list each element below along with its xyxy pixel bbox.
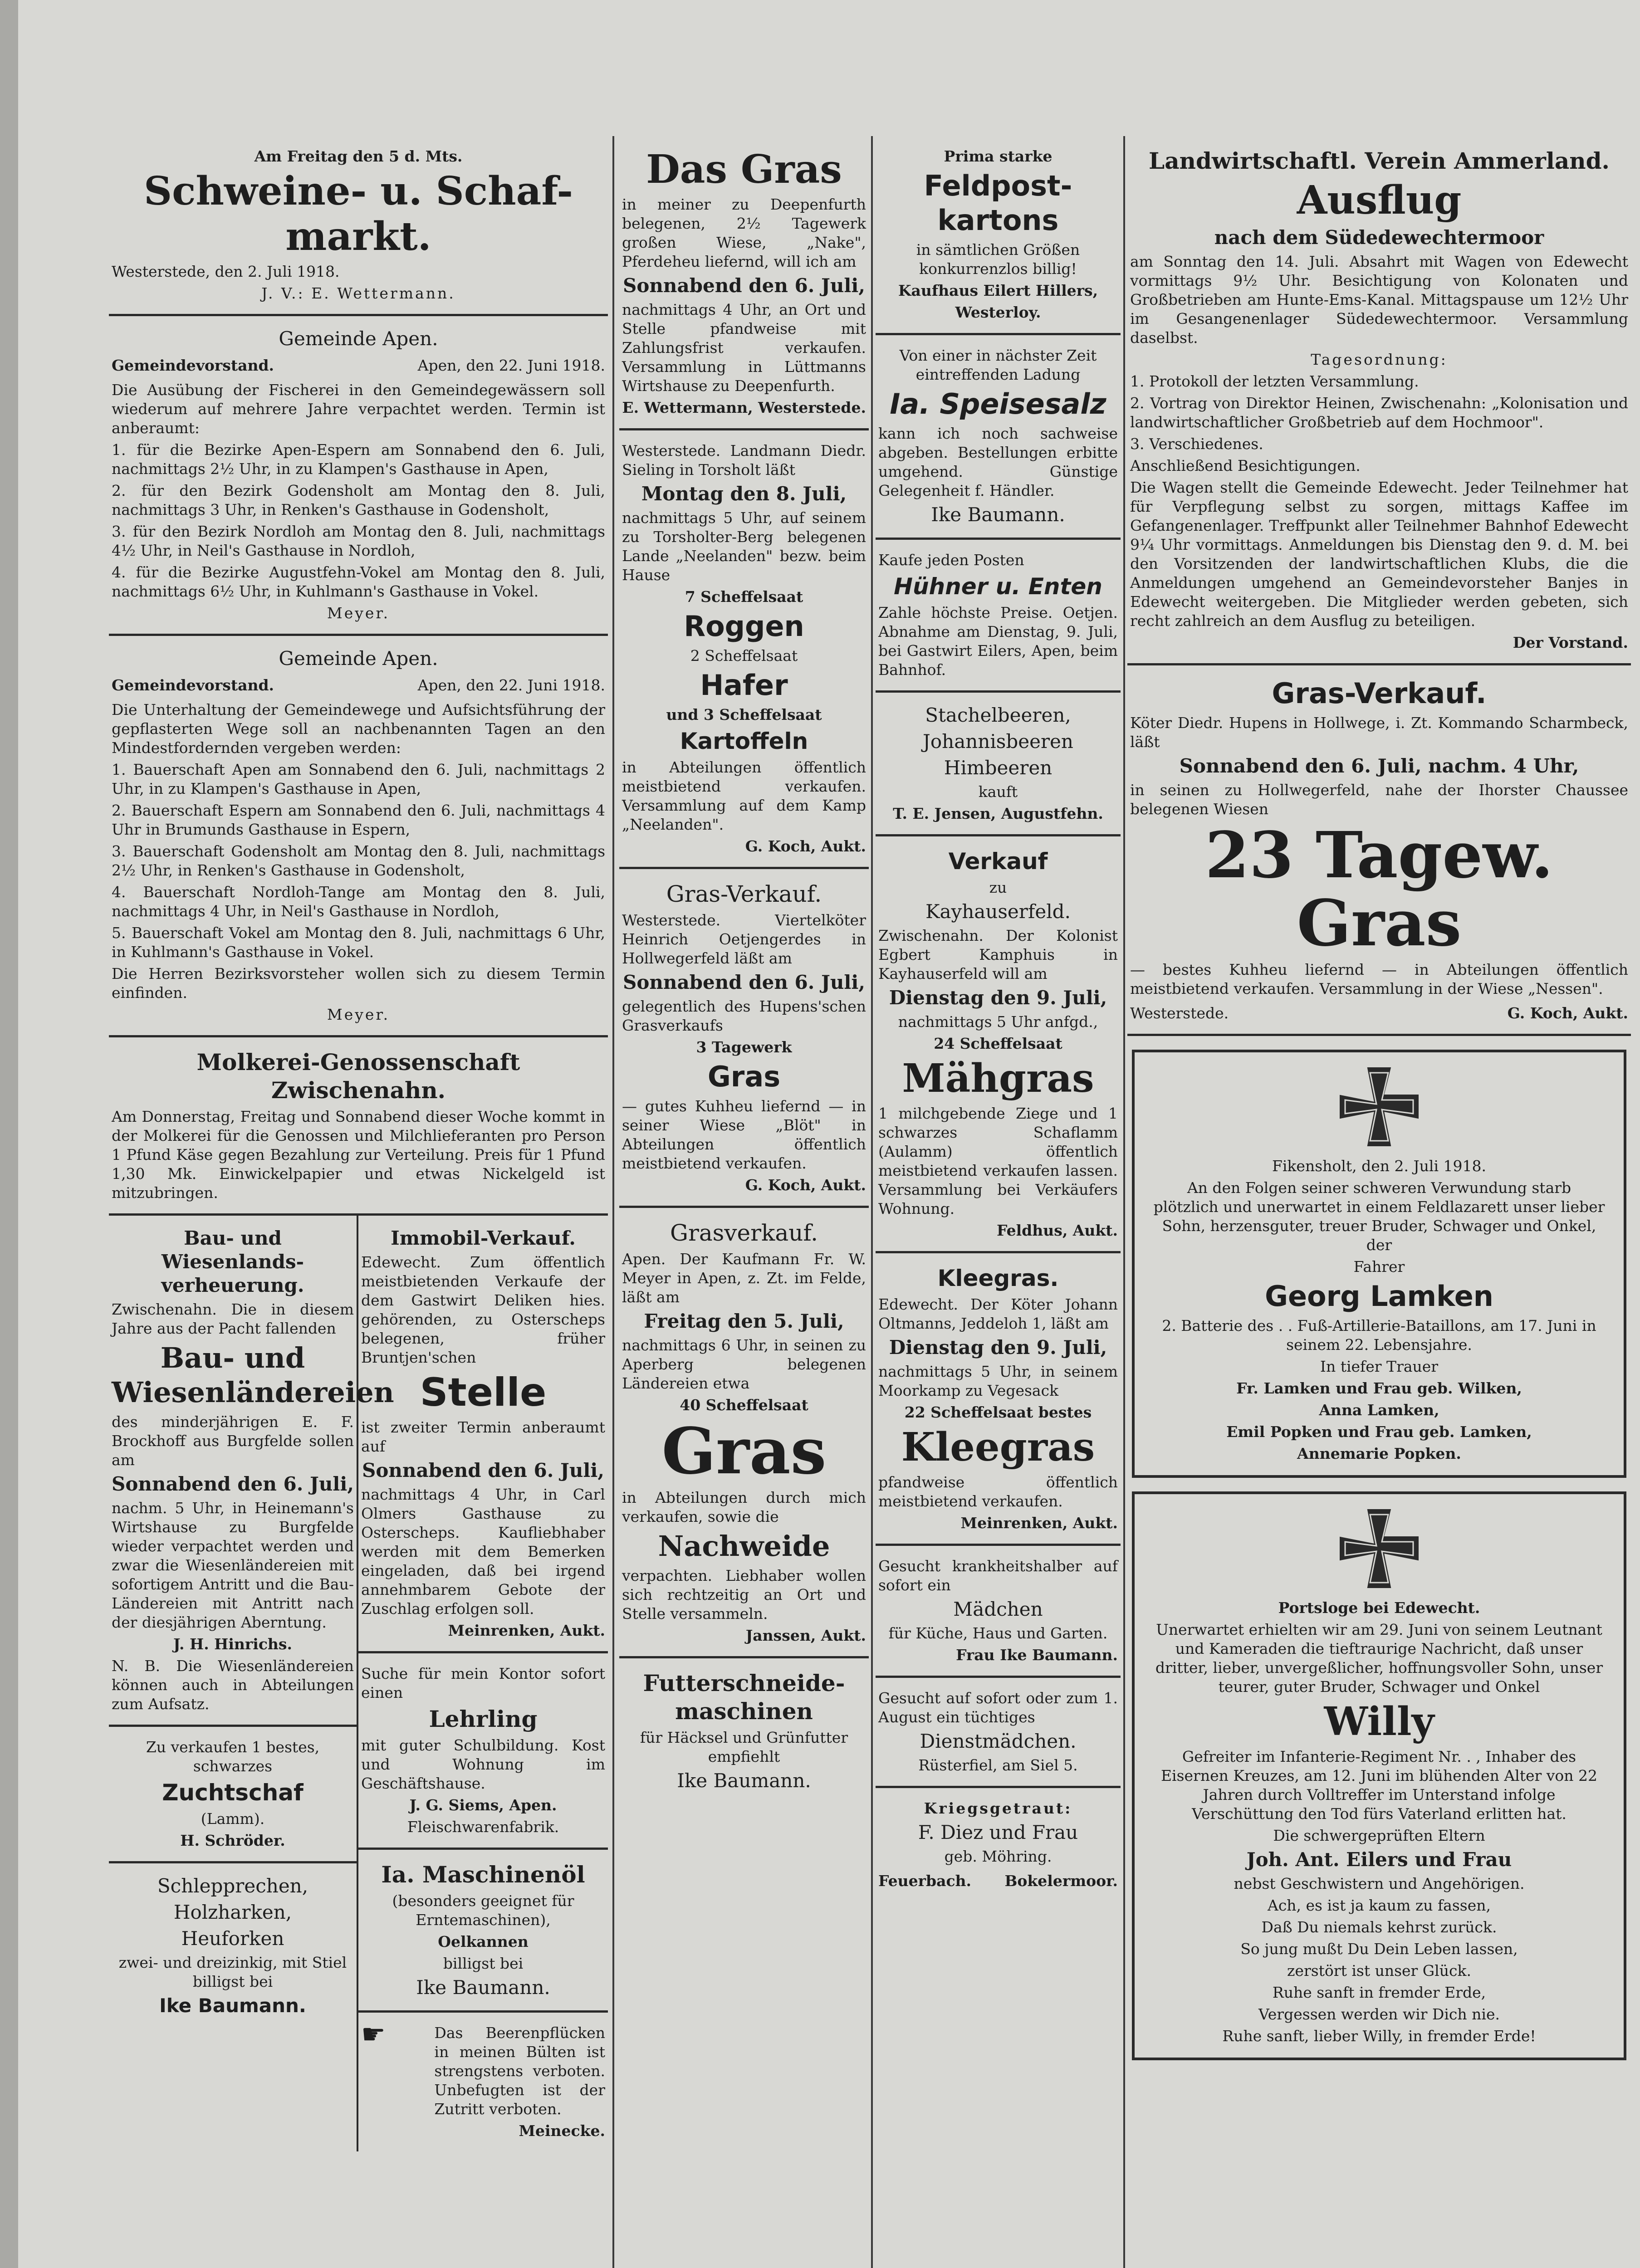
ad-zuchtschaf — [109, 1727, 357, 1863]
ad-text: Gesucht auf sofort oder zum 1. August ein tüchtiges — [878, 1689, 1118, 1726]
notice-text: nebst Geschwistern und Angehörigen. — [1234, 1875, 1525, 1892]
ad-text: Zu verkaufen 1 bestes, schwarzes — [146, 1738, 320, 1775]
ad-heading: Gemeinde Apen. — [279, 647, 438, 670]
ad-speisesalz — [876, 335, 1121, 540]
ad-headline: Bau- und Wiesenländereien — [112, 1341, 394, 1409]
poem-line: Ruhe sanft in fremder Erde, — [1272, 1984, 1486, 2001]
poem-line: Daß Du niemals kehrst zurück. — [1261, 1918, 1497, 1936]
ad-place: Westerloy. — [955, 303, 1041, 321]
ad-text: Köter Diedr. Hupens in Hollwege, i. Zt. Kommando Scharmbeck, läßt — [1130, 714, 1628, 751]
ad-date-line: Sonnabend den 6. Juli, nachm. 4 Uhr, — [1179, 755, 1579, 777]
ad-place: Kayhauserfeld. — [925, 900, 1071, 923]
ad-schweinemarkt — [109, 136, 608, 316]
list-item: 4. Bauerschaft Nordloh-Tange am Montag den 8. Juli, nachmittags 4 Uhr, in Neil's Gasthause in Nordloh, — [112, 883, 605, 920]
ad-text: Westerstede. Viertelköter Heinrich Oetjengerdes in Hollwegerfeld läßt am — [622, 911, 866, 967]
ad-title: Schweine- u. Schaf-markt. — [143, 168, 573, 259]
ad-gemeinde-apen-fischerei — [109, 316, 608, 636]
ad-text: am Sonntag den 14. Juli. Absahrt mit Wagen von Edewecht vormittags 9½ Uhr. Besichtigung von Kolonaten und Großbetrieben am Hunte-Ems-Kanal. Mittagspause um 12½ Uhr im Gesangenenlager Südedewechtermoor. Versammlung daselbst. — [1130, 253, 1628, 347]
ad-gras-verkauf — [619, 869, 869, 1208]
ad-text: Die Herren Bezirksvorsteher wollen sich zu diesem Termin einfinden. — [112, 965, 605, 1002]
notice-name: Georg Lamken — [1265, 1280, 1493, 1313]
ad-title: Kleegras. — [937, 1265, 1059, 1291]
poem-line: So jung mußt Du Dein Leben lassen, — [1240, 1940, 1518, 1958]
ad-text: in meiner zu Deepenfurth belegenen, 2½ Tagewerk großen Wiese, „Nake", Pferdeheu liefernd, will ich am — [622, 196, 866, 270]
list-item: 1. für die Bezirke Apen-Espern am Sonnabend den 6. Juli, nachmittags 2½ Uhr, in zu Klampen's Gasthause in Apen, — [112, 441, 605, 478]
ad-date: Westerstede, den 2. Juli 1918. — [112, 263, 340, 280]
ad-schlepprechen — [109, 1863, 357, 2028]
list-item: 4. für die Bezirke Augustfehn-Vokel am Montag den 8. Juli, nachmittags 6½ Uhr, in Kuhlmann's Gasthause in Vokel. — [112, 563, 605, 600]
ad-headline: Ia. Maschinenöl — [381, 1861, 585, 1888]
ad-text: nachmittags 5 Uhr, auf seinem zu Torsholter-Berg belegenen Lande „Neelanden" bezw. beim Hause — [622, 509, 866, 584]
ad-signature: Meyer. — [327, 604, 390, 622]
family-member: Joh. Ant. Eilers und Frau — [1246, 1848, 1512, 1871]
poem-line: zerstört ist unser Glück. — [1287, 1962, 1471, 1980]
ad-headline: Hühner u. Enten — [894, 573, 1102, 600]
ad-signature: H. Schröder. — [180, 1832, 285, 1849]
poem-line: Ach, es ist ja kaum zu fassen, — [1267, 1897, 1491, 1914]
ad-quantity: und 3 Scheffelsaat — [666, 706, 822, 723]
ad-signature: G. Koch, Aukt. — [745, 837, 866, 855]
ad-text: Die Wagen stellt die Gemeinde Edewecht. Jeder Teilnehmer hat für Verpflegung selbst zu sorgen, mittags Kaffee im Gefangenenlager. Treffpunkt aller Teilnehmer Bahnhof Edewecht 9¼ Uhr vormittags. Anmeldungen bis Dienstag den 9. d. M. bei den Vorsitzenden der landwirtschaftlichen Klubs, die die Anmeldungen umgehend an Gemeindevorsteher Banjes in Edewecht weitergeben. Die Mitglieder werden gebeten, sich recht zahlreich an dem Ausflug zu beteiligen. — [1130, 479, 1628, 630]
ad-lead: Gemeindevorstand. — [112, 357, 274, 374]
ad-signature: E. Wettermann, Westerstede. — [622, 399, 866, 416]
ad-lead: Gemeindevorstand. — [112, 676, 274, 694]
ad-gras-verkauf-hollwege — [1127, 665, 1631, 1036]
ad-text: Die Ausübung der Fischerei in den Gemeindegewässern soll wiederum auf mehrere Jahre verpachtet werden. Termin ist anberaumt: — [112, 381, 605, 437]
ad-headline: Nachweide — [658, 1530, 830, 1563]
ad-text: in seinen zu Hollwegerfeld, nahe der Ihorster Chaussee belegenen Wiesen — [1130, 781, 1628, 818]
ad-signature: Ike Baumann. — [931, 503, 1065, 526]
ad-signature: Frau Ike Baumann. — [956, 1646, 1118, 1664]
ad-headline: Kartoffeln — [680, 728, 808, 754]
ad-landwirtschaftlicher-verein — [1127, 136, 1631, 665]
ad-headline: Kleegras — [901, 1424, 1095, 1470]
ad-bau-wiesenland — [109, 1216, 394, 1727]
ad-signature: G. Koch, Aukt. — [745, 1176, 866, 1194]
list-item: 3. Bauerschaft Godensholt am Montag den 8. Juli, nachmittags 2½ Uhr, in Renken's Gasthause in Godensholt, — [112, 842, 605, 879]
ad-text: Am Donnerstag, Freitag und Sonnabend dieser Woche kommt in der Molkerei für die Genossen und Milchlieferanten pro Person 1 Pfund Käse gegen Bezahlung zur Verteilung. Preis für 1 Pfund 1,30 Mk. Einwickelpapier und etwas Nickelgeld ist mitzubringen. — [112, 1108, 605, 1202]
ad-signature: Ike Baumann. — [159, 1994, 306, 2017]
ad-headline: Gras — [661, 1414, 827, 1489]
ad-text: zwei- und dreizinkig, mit Stiel billigst bei — [118, 1954, 347, 1990]
ad-title: Landwirtschaftl. Verein Ammerland. — [1149, 147, 1610, 174]
ad-date-line: Sonnabend den 6. Juli, — [112, 1473, 354, 1495]
ad-headline: Lehrling — [429, 1706, 538, 1732]
ad-text: — bestes Kuhheu liefernd — in Abteilungen öffentlich meistbietend verkaufen. Versammlung in der Wiese „Nessen". — [1130, 961, 1628, 997]
ad-text: Fleischwarenfabrik. — [407, 1818, 559, 1836]
list-item: 1. Protokoll der letzten Versammlung. — [1130, 372, 1419, 390]
ad-text: in Abteilungen öffentlich meistbietend verkaufen. Versammlung auf dem Kamp „Neelanden". — [622, 758, 866, 833]
ad-headline: Dienstmädchen. — [920, 1730, 1077, 1752]
ad-text: Kaufe jeden Posten — [878, 551, 1024, 569]
family-member: Emil Popken und Frau geb. Lamken, — [1226, 1423, 1532, 1441]
ad-signature: Meinecke. — [519, 2122, 605, 2140]
ad-signature: Janssen, Aukt. — [745, 1627, 866, 1644]
ad-maschinenoel — [358, 1850, 608, 2013]
ad-top-line: Am Freitag den 5 d. Mts. — [254, 147, 463, 165]
ad-title: Grasverkauf. — [670, 1220, 818, 1246]
ad-headline: Mädchen — [953, 1598, 1043, 1620]
list-item: 5. Bauerschaft Vokel am Montag den 8. Juli, nachmittags 6 Uhr, in Kuhlmann's Gasthause in Vokel. — [112, 924, 605, 961]
ad-signature: J. V.: E. Wettermann. — [261, 284, 455, 302]
column-4 — [1127, 136, 1631, 2074]
ad-title: Das Gras — [646, 147, 842, 192]
ad-quantity: 40 Scheffelsaat — [680, 1396, 808, 1414]
notice-place: Portsloge bei Edewecht. — [1278, 1599, 1480, 1617]
ad-item-line: Stachelbeeren, — [925, 704, 1071, 726]
page-edge — [0, 0, 18, 2268]
ad-text: Apen. Der Kaufmann Fr. W. Meyer in Apen, z. Zt. im Felde, läßt am — [622, 1250, 866, 1306]
ad-text: Zahle höchste Preise. Oetjen. Abnahme am Dienstag, 9. Juli, bei Gastwirt Eilers, Apen, beim Bahnhof. — [878, 604, 1118, 679]
ad-maedchen — [876, 1546, 1121, 1678]
ad-title: Bau- und Wiesenlands-verheuerung. — [161, 1227, 304, 1296]
ad-subheading: Tagesordnung: — [1311, 351, 1448, 368]
ad-kriegsgetraut — [876, 1788, 1121, 1901]
ad-text: gelegentlich des Hupens'schen Grasverkaufs — [622, 997, 866, 1034]
column-1 — [109, 136, 608, 2151]
ad-date-line: Dienstag den 9. Juli, — [889, 1336, 1107, 1359]
ad-text: nachmittags 6 Uhr, in seinen zu Aperberg belegenen Ländereien etwa — [622, 1336, 866, 1392]
ad-immobil-verkauf — [358, 1216, 608, 1653]
ad-text: pfandweise öffentlich meistbietend verkaufen. — [878, 1473, 1118, 1510]
ad-item-line: Holzharken, — [173, 1901, 292, 1923]
ad-text: 1 milchgebende Ziege und 1 schwarzes Schaflamm (Aulamm) öffentlich meistbietend verkaufen lassen. Versammlung bei Verkäufers Wohnung. — [878, 1105, 1118, 1217]
ad-headline: 23 Tagew. Gras — [1205, 818, 1553, 961]
ad-futterschneidemaschinen — [619, 1658, 869, 1804]
ad-signature: Meyer. — [327, 1006, 390, 1023]
ad-item-line: Himbeeren — [944, 757, 1053, 779]
death-notice-willy — [1132, 1491, 1626, 2060]
ad-text: Zwischenahn. Der Kolonist Egbert Kamphuis in Kayhauserfeld will am — [878, 927, 1118, 982]
ad-text: des minderjährigen E. F. Brockhoff aus Burgfelde sollen am — [112, 1413, 354, 1469]
notice-name: Willy — [1324, 1699, 1434, 1745]
ad-title: Gras-Verkauf. — [666, 881, 822, 907]
ad-text: nachm. 5 Uhr, in Heinemann's Wirtshause zu Burgfelde wieder verpachtet werden und zwar die Wiesenländereien mit sofortigem Antritt und die Bau-Ländereien mit Antritt nach der diesjährigen Aberntung. — [112, 1499, 354, 1631]
ad-headline: Zuchtschaf — [162, 1779, 304, 1806]
notice-mourn: In tiefer Trauer — [1320, 1358, 1439, 1375]
ad-title: Molkerei-Genossenschaft Zwischenahn. — [196, 1049, 520, 1104]
ad-verkauf-kayhauserfeld — [876, 836, 1121, 1253]
ad-signature: T. E. Jensen, Augustfehn. — [893, 805, 1103, 822]
ad-signature: Rüsterfiel, am Siel 5. — [918, 1756, 1078, 1774]
ad-text: Edewecht. Zum öffentlich meistbietenden Verkaufe der dem Gastwirt Deliken hies. gehörenden, zu Osterscheps belegenen, früher Bruntjen'schen — [361, 1253, 605, 1366]
ad-text: kauft — [978, 783, 1018, 801]
ad-signature: Feldhus, Aukt. — [997, 1222, 1118, 1239]
ad-text: Gesucht krankheitshalber auf sofort ein — [878, 1557, 1118, 1594]
ad-signature: Meinrenken, Aukt. — [448, 1622, 605, 1639]
sub-column-left — [109, 1216, 394, 2151]
column-rule — [612, 136, 614, 2268]
ad-date-line: Dienstag den 9. Juli, — [889, 987, 1107, 1009]
ad-headline: Feldpost-kartons — [924, 169, 1072, 237]
ad-date-line: Sonnabend den 6. Juli, — [362, 1459, 604, 1481]
ad-text: N. B. Die Wiesenländereien können auch in Abteilungen zum Aufsatz. — [112, 1657, 354, 1713]
ad-text: kann ich noch sachweise abgeben. Bestellungen erbitte umgehend. Günstige Gelegenheit f. Händler. — [878, 425, 1118, 499]
family-member: Fr. Lamken und Frau geb. Wilken, — [1236, 1379, 1522, 1397]
ad-text: Das Beerenpflücken in meinen Bülten ist strengstens verboten. Unbefugten ist der Zutritt verboten. — [434, 2024, 605, 2118]
list-item: Anschließend Besichtigungen. — [1130, 457, 1361, 474]
ad-heading: Gemeinde Apen. — [279, 327, 438, 350]
ad-grasverkauf-apen — [619, 1208, 869, 1658]
ad-text: nachmittags 5 Uhr anfgd., — [898, 1013, 1098, 1031]
column-rule — [1123, 136, 1125, 2268]
ad-text: nachmittags 5 Uhr, in seinem Moorkamp zu Vegesack — [878, 1363, 1118, 1399]
ad-date-line: Sonnabend den 6. Juli, — [623, 971, 865, 993]
ad-headline: Ia. Speisesalz — [890, 387, 1106, 420]
ad-gemeinde-apen-wege — [109, 636, 608, 1037]
ad-text: billigst bei — [443, 1955, 524, 1972]
ad-headline: Hafer — [700, 669, 788, 702]
ad-item-line: Johannisbeeren — [923, 730, 1073, 753]
ad-text: Westerstede. Landmann Diedr. Sieling in Torsholt läßt — [622, 442, 866, 479]
family-member: Annemarie Popken. — [1297, 1445, 1461, 1462]
notice-text: 2. Batterie des . . Fuß-Artillerie-Bataillons, am 17. Juni in seinem 22. Lebensjahre. — [1162, 1317, 1596, 1354]
ad-date: Apen, den 22. Juni 1918. — [417, 676, 605, 694]
notice-date: Fikensholt, den 2. Juli 1918. — [1272, 1157, 1486, 1175]
ad-date: Apen, den 22. Juni 1918. — [417, 357, 605, 374]
ad-headline: Futterschneide-maschinen — [643, 1670, 845, 1725]
ad-text: ist zweiter Termin anberaumt auf — [361, 1418, 605, 1455]
ad-text: Edewecht. Der Köter Johann Oltmanns, Jeddeloh 1, läßt am — [878, 1295, 1118, 1332]
death-notice-lamken — [1132, 1050, 1626, 1478]
ad-headline: Gras — [707, 1060, 781, 1093]
family-member: Anna Lamken, — [1319, 1401, 1439, 1419]
ad-item-line: Heuforken — [181, 1927, 284, 1950]
ad-quantity: 24 Scheffelsaat — [934, 1035, 1062, 1052]
ad-headline: F. Diez und Frau — [918, 1821, 1078, 1843]
ad-text: in sämtlichen Größen konkurrenzlos billig! — [916, 241, 1080, 278]
ad-lehrling — [358, 1653, 608, 1850]
column-3 — [876, 136, 1121, 1901]
list-item: 2. für den Bezirk Godensholt am Montag den 8. Juli, nachmittags 3 Uhr, in Renken's Gasthause in Godensholt, — [112, 482, 605, 518]
poem-line: Vergessen werden wir Dich nie. — [1258, 2005, 1500, 2023]
ad-text: nachmittags 4 Uhr, an Ort und Stelle pfandweise mit Zahlungsfrist verkaufen. Versammlung in Lüttmanns Wirtshause zu Deepenfurth. — [622, 301, 866, 395]
ad-huehner-enten — [876, 540, 1121, 693]
ad-text: in Abteilungen durch mich verkaufen, sowie die — [622, 1489, 866, 1525]
ad-quantity: 7 Scheffelsaat — [685, 588, 803, 606]
list-item: 2. Bauerschaft Espern am Sonnabend den 6. Juli, nachmittags 4 Uhr in Brumunds Gasthause in Espern, — [112, 802, 605, 838]
ad-text: Oelkannen — [438, 1933, 529, 1950]
ad-text: für Küche, Haus und Garten. — [888, 1624, 1108, 1642]
column-2 — [619, 136, 869, 1804]
ad-text: — gutes Kuhheu liefernd — in seiner Wiese „Blöt" in Abteilungen öffentlich meistbietend verkaufen. — [622, 1097, 866, 1172]
ad-signature: Ike Baumann. — [677, 1769, 811, 1792]
list-item: 1. Bauerschaft Apen am Sonnabend den 6. Juli, nachmittags 2 Uhr, in zu Klampen's Gasthause in Apen, — [112, 761, 605, 797]
ad-item-line: Schlepprechen, — [157, 1875, 308, 1897]
ad-text: Suche für mein Kontor sofort einen — [361, 1665, 605, 1701]
ad-das-gras — [619, 136, 869, 430]
ad-date-line: Freitag den 5. Juli, — [644, 1310, 844, 1332]
ad-dienstmaedchen — [876, 1678, 1121, 1788]
ad-text: für Häcksel und Grünfutter empfiehlt — [640, 1729, 848, 1765]
list-item: 3. Verschiedenes. — [1130, 435, 1263, 453]
ad-text: (besonders geeignet für Erntemaschinen), — [392, 1892, 574, 1929]
ad-title: Verkauf — [948, 848, 1048, 875]
ad-feldpostkartons — [876, 136, 1121, 335]
ad-beeren-kauf — [876, 693, 1121, 836]
notice-text: Unerwartet erhielten wir am 29. Juni von seinem Leutnant und Kameraden die tieftraurige Nachricht, daß unser dritter, lieber, unvergeßlicher, hoffnungsvoller Sohn, unser teurer, guter Bruder, Schwager und Onkel — [1155, 1621, 1603, 1696]
ad-signature: Der Vorstand. — [1513, 634, 1628, 651]
ad-signature: J. G. Siems, Apen. — [409, 1796, 557, 1814]
ad-quantity: 2 Scheffelsaat — [690, 647, 798, 665]
ad-date-line: Montag den 8. Juli, — [641, 483, 847, 505]
ad-text: Die Unterhaltung der Gemeindewege und Aufsichtsführung der gepflasterten Wege soll an nachbenannten Tagen an den Mindestfordernden vergeben werden: — [112, 701, 605, 757]
iron-cross-icon — [1334, 1503, 1425, 1594]
ad-title: Immobil-Verkauf. — [391, 1227, 576, 1249]
notice-rank: Fahrer — [1353, 1258, 1405, 1276]
notice-text: Gefreiter im Infanterie-Regiment Nr. . , Inhaber des Eisernen Kreuzes, am 12. Juni im blühenden Alter von 22 Jahren durch Volltreffer im Unterstand infolge Verschüttung den Tod fürs Vaterland erlitten hat. — [1160, 1748, 1598, 1823]
sub-column-right — [358, 1216, 608, 2151]
ad-signature: Meinrenken, Aukt. — [960, 1514, 1118, 1532]
ad-headline: Stelle — [420, 1370, 547, 1415]
two-column-block — [109, 1216, 608, 2151]
poem-line: Ruhe sanft, lieber Willy, in fremder Erde! — [1222, 2027, 1536, 2045]
list-item: 2. Vortrag von Direktor Heinen, Zwischenahn: „Kolonisation und landwirtschaftlicher Großbetrieb auf dem Hochmoor". — [1130, 394, 1628, 431]
ad-quantity: 3 Tagewerk — [696, 1038, 792, 1056]
notice-mourn: Die schwergeprüften Eltern — [1273, 1827, 1485, 1844]
ad-place: Feuerbach. — [878, 1872, 972, 1890]
ad-headline: Roggen — [684, 610, 804, 643]
ad-headline: Mähgras — [902, 1056, 1094, 1101]
ad-text: mit guter Schulbildung. Kost und Wohnung im Geschäftshause. — [361, 1736, 605, 1792]
iron-cross-icon — [1334, 1061, 1425, 1152]
ad-text: Von einer in nächster Zeit eintreffenden Ladung — [899, 347, 1097, 383]
ad-text: verpachten. Liebhaber wollen sich rechtzeitig an Ort und Stelle versammeln. — [622, 1567, 866, 1623]
ad-place: Bokelermoor. — [1004, 1872, 1118, 1890]
list-item: 3. für den Bezirk Nordloh am Montag den 8. Juli, nachmittags 4½ Uhr, in Neil's Gasthause in Nordloh, — [112, 523, 605, 559]
ad-text: zu — [989, 879, 1007, 896]
ad-top-line: Prima starke — [944, 147, 1053, 165]
ad-signature: Kaufhaus Eilert Hillers, — [898, 282, 1098, 299]
ad-date-line: Sonnabend den 6. Juli, — [623, 274, 865, 297]
ad-kleegras — [876, 1253, 1121, 1546]
notice-text: An den Folgen seiner schweren Verwundung starb plötzlich und unerwartet in einem Feldlazarett unser lieber Sohn, herzensguter, treuer Bruder, Schwager und Onkel, der — [1153, 1179, 1605, 1254]
ad-signature: J. H. Hinrichs. — [173, 1635, 292, 1653]
column-rule — [871, 136, 873, 2268]
ad-top-line: Kriegsgetraut: — [924, 1799, 1072, 1817]
ad-subtitle: nach dem Südedewechtermoor — [1214, 226, 1544, 249]
ad-quantity: 22 Scheffelsaat bestes — [904, 1403, 1092, 1421]
ad-beerenpfluecken — [358, 2013, 608, 2151]
ad-headline: Ausflug — [1297, 177, 1462, 223]
ad-place: Westerstede. — [1130, 1004, 1229, 1022]
ad-text: Zwischenahn. Die in diesem Jahre aus der Pacht fallenden — [112, 1300, 354, 1337]
ad-molkerei — [109, 1037, 608, 1216]
ad-roggen-hafer — [619, 430, 869, 869]
ad-text: geb. Möhring. — [944, 1848, 1052, 1865]
ad-signature: Ike Baumann. — [416, 1976, 550, 1999]
ad-text: nachmittags 4 Uhr, in Carl Olmers Gasthause zu Osterscheps. Kaufliebhaber werden mit dem Bemerken eingeladen, daß bei irgend annehmbarem Gebote der Zuschlag erfolgen soll. — [361, 1486, 605, 1618]
ad-text: (Lamm). — [201, 1810, 265, 1828]
pointing-hand-icon: ☛ — [361, 2019, 386, 2050]
ad-signature: G. Koch, Aukt. — [1507, 1004, 1628, 1022]
ad-title: Gras-Verkauf. — [1272, 677, 1487, 710]
